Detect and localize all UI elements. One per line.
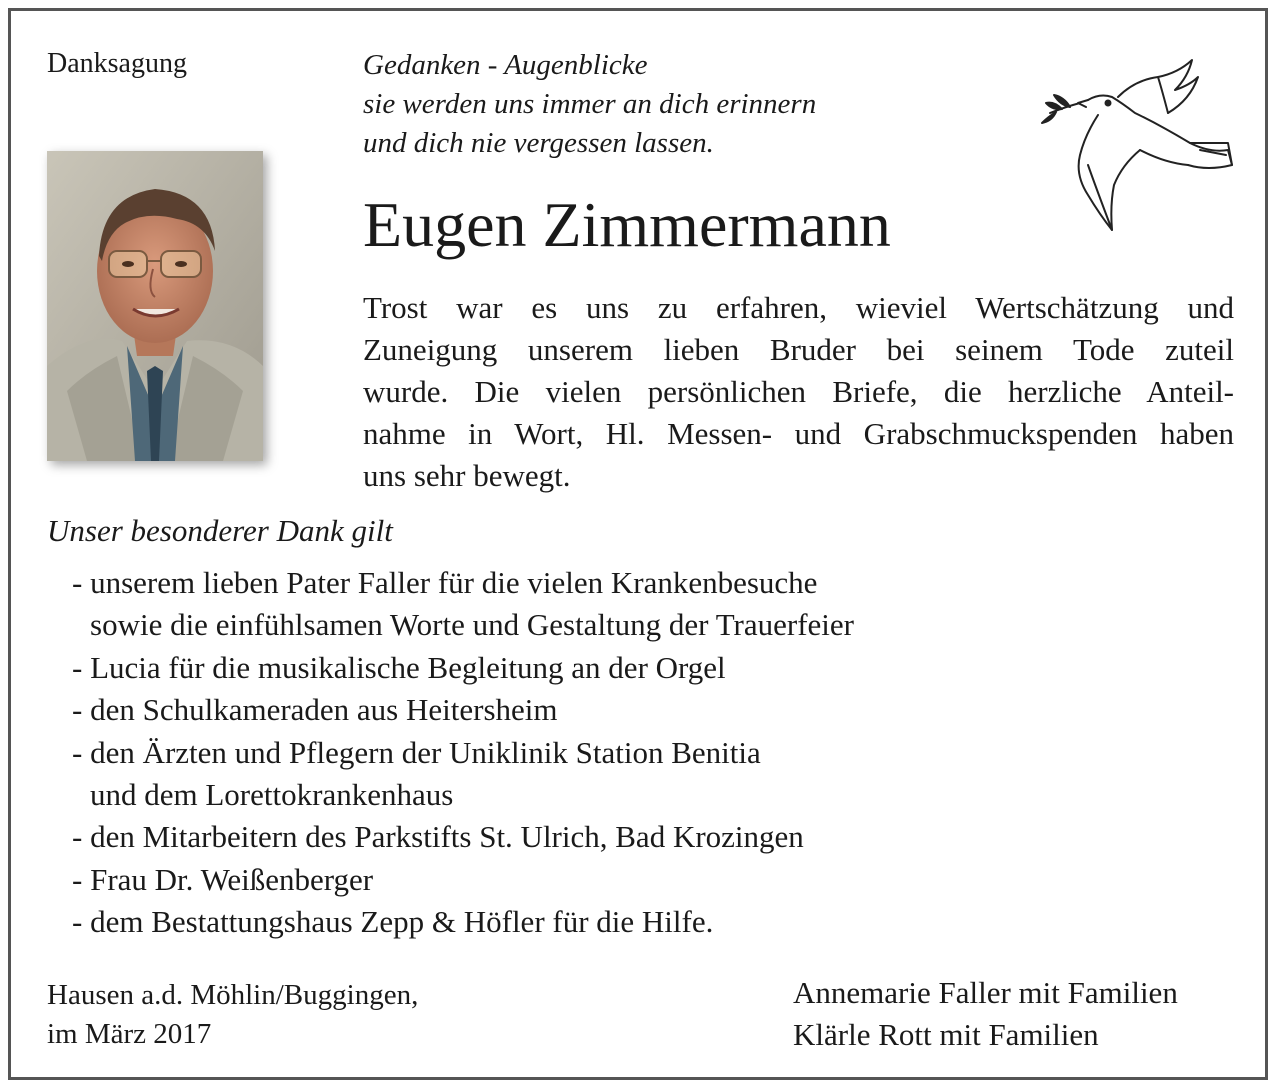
dove-with-olive-branch-icon (1040, 55, 1235, 235)
thanks-list (72, 562, 854, 944)
list-item (72, 732, 854, 817)
date-line: im März 2017 (47, 1018, 212, 1050)
list-item-text: - unserem lieben Pater Faller für die vielen Krankenbesuche (72, 565, 818, 600)
place-and-date (47, 976, 418, 1054)
list-item-text: - Frau Dr. Weißenberger (72, 861, 374, 897)
intro-line: uns sehr bewegt. (363, 458, 571, 493)
list-item-text: - den Mitarbeitern des Parkstifts St. Ulrich, Bad Krozingen (72, 819, 804, 855)
list-item-text: - Lucia für die musikalische Begleitung an der Orgel (72, 649, 726, 685)
list-item-continuation: sowie die einfühlsamen Worte und Gestaltung der Trauerfeier (90, 607, 854, 643)
list-item-text: - dem Bestattungshaus Zepp & Höfler für die Hilfe. (72, 904, 714, 940)
list-item (72, 689, 854, 731)
place-line: Hausen a.d. Möhlin/Buggingen, (47, 979, 419, 1011)
list-item (72, 562, 854, 647)
list-item (72, 647, 854, 689)
intro-line: wurde. Die vielen persönlichen Briefe, die herzliche Anteil- (363, 374, 1234, 409)
deceased-name: Eugen Zimmermann (363, 189, 891, 260)
signatures (793, 972, 1178, 1056)
poem-line: sie werden uns immer an dich erinnern (363, 88, 817, 120)
intro-paragraph (363, 287, 1234, 497)
signature-line: Annemarie Faller mit Familien (793, 975, 1178, 1010)
list-item-text: - den Schulkameraden aus Heitersheim (72, 692, 558, 728)
portrait-photo (47, 151, 263, 461)
thanks-heading: Unser besonderer Dank gilt (47, 513, 393, 548)
poem-line: Gedanken - Augenblicke (363, 49, 648, 81)
intro-line: nahme in Wort, Hl. Messen- und Grabschmuckspenden haben (363, 416, 1234, 451)
signature-line: Klärle Rott mit Familien (793, 1017, 1099, 1052)
list-item-text: - den Ärzten und Pflegern der Uniklinik Station Benitia (72, 734, 761, 770)
list-item (72, 816, 854, 858)
intro-line: Trost war es uns zu erfahren, wieviel Wertschätzung und (363, 290, 1234, 325)
list-item (72, 859, 854, 901)
poem-line: und dich nie vergessen lassen. (363, 127, 714, 159)
danksagung-label: Danksagung (47, 48, 187, 79)
list-item-continuation: und dem Lorettokrankenhaus (90, 777, 454, 813)
intro-line: Zuneigung unserem lieben Bruder bei seinem Tode zuteil (363, 332, 1234, 367)
list-item (72, 901, 854, 943)
poem (363, 46, 816, 163)
